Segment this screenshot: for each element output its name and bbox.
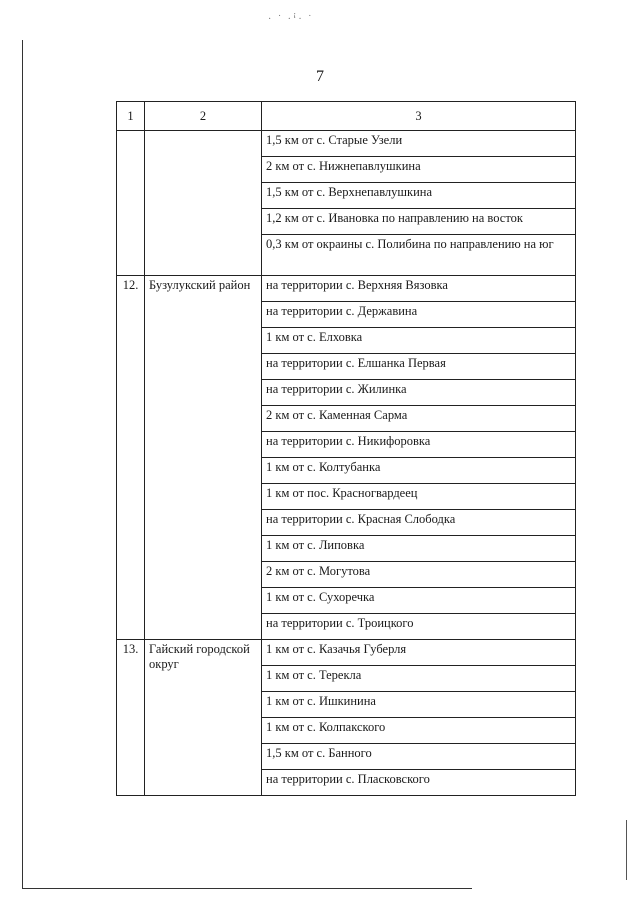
- settlement-location: на территории с. Жилинка: [262, 380, 576, 406]
- settlement-location: 1,5 км от с. Старые Узели: [262, 131, 576, 157]
- settlement-location: 1 км от с. Казачья Губерля: [262, 640, 576, 666]
- settlement-location: 1,5 км от с. Банного: [262, 744, 576, 770]
- settlement-location: на территории с. Елшанка Первая: [262, 354, 576, 380]
- scan-border-right: [626, 820, 627, 880]
- settlement-location: 1 км от с. Ишкинина: [262, 692, 576, 718]
- settlement-location: на территории с. Державина: [262, 302, 576, 328]
- header-cell-2: 2: [145, 102, 262, 131]
- table-row: [117, 640, 576, 666]
- header-row: [117, 102, 576, 131]
- row-number: [117, 131, 145, 276]
- settlement-location: 1 км от пос. Красногвардеец: [262, 484, 576, 510]
- table-row: [117, 276, 576, 302]
- header-cell-1: 1: [117, 102, 145, 131]
- scan-border-left: [22, 40, 23, 888]
- settlement-location: 2 км от с. Каменная Сарма: [262, 406, 576, 432]
- settlement-location: 1,2 км от с. Ивановка по направлению на восток: [262, 209, 576, 235]
- district-name: Бузулукский район: [145, 276, 262, 640]
- settlement-location: на территории с. Троицкого: [262, 614, 576, 640]
- settlement-location: на территории с. Верхняя Вязовка: [262, 276, 576, 302]
- settlement-location: 1,5 км от с. Верхнепавлушкина: [262, 183, 576, 209]
- settlements-table: [116, 101, 576, 796]
- settlement-location: 1 км от с. Терекла: [262, 666, 576, 692]
- settlement-location: 1 км от с. Липовка: [262, 536, 576, 562]
- settlement-location: 1 км от с. Сухоречка: [262, 588, 576, 614]
- scan-header-marks: · ˙ ·ꜞ· ˙: [268, 14, 314, 25]
- settlement-location: 2 км от с. Нижнепавлушкина: [262, 157, 576, 183]
- scan-border-bottom: [22, 888, 472, 889]
- settlement-location: 1 км от с. Колпакского: [262, 718, 576, 744]
- header-cell-3: 3: [262, 102, 576, 131]
- settlement-location: на территории с. Никифоровка: [262, 432, 576, 458]
- row-number: 13.: [117, 640, 145, 796]
- district-name: [145, 131, 262, 276]
- settlement-location: 0,3 км от окраины с. Полибина по направлению на юг: [262, 235, 576, 276]
- row-number: 12.: [117, 276, 145, 640]
- settlement-location: 1 км от с. Колтубанка: [262, 458, 576, 484]
- settlement-location: на территории с. Красная Слободка: [262, 510, 576, 536]
- district-name: Гайский городской округ: [145, 640, 262, 796]
- settlement-location: на территории с. Пласковского: [262, 770, 576, 796]
- settlement-location: 2 км от с. Могутова: [262, 562, 576, 588]
- page-number: 7: [316, 68, 324, 85]
- settlement-location: 1 км от с. Елховка: [262, 328, 576, 354]
- table-row: [117, 131, 576, 157]
